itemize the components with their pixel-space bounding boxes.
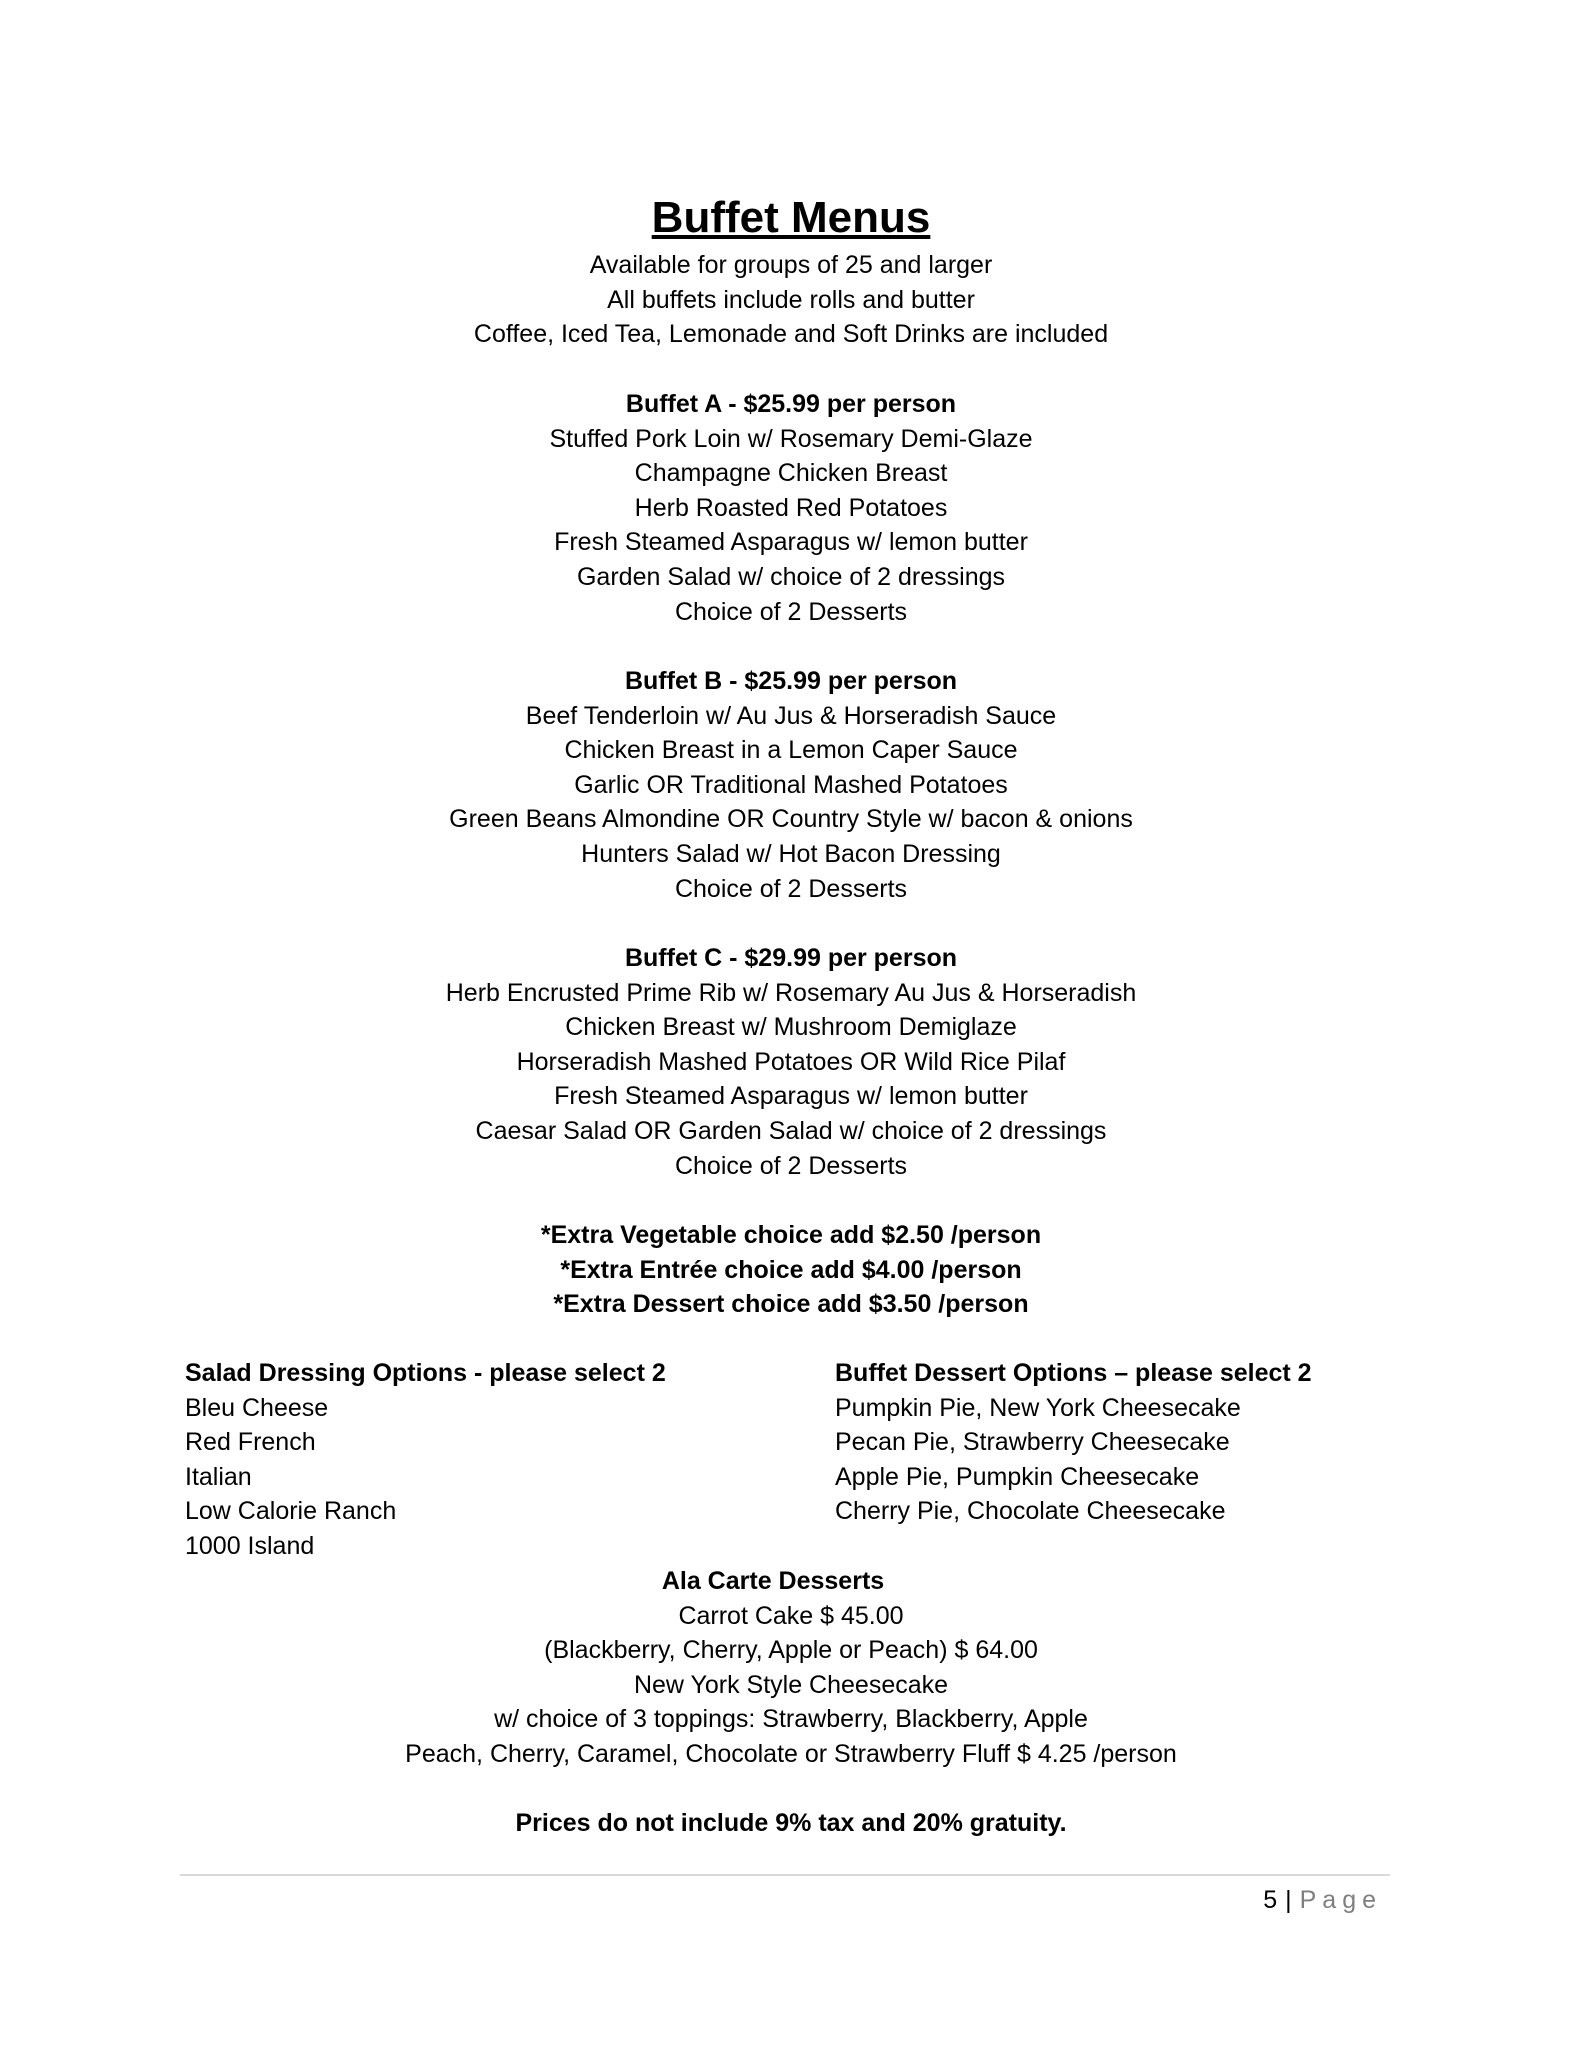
menu-item: Herb Encrusted Prime Rib w/ Rosemary Au Jus & Horseradish — [445, 978, 1137, 1007]
intro-block — [0, 248, 1582, 352]
menu-item: Green Beans Almondine OR Country Style w/ bacon & onions — [449, 805, 1133, 834]
page-label: Page — [1299, 1886, 1382, 1914]
list-item: Bleu Cheese — [185, 1393, 329, 1422]
menu-item: Chicken Breast w/ Mushroom Demiglaze — [565, 1013, 1017, 1042]
extra-line: *Extra Dessert choice add $3.50 /person — [553, 1290, 1029, 1319]
menu-item: Garden Salad w/ choice of 2 dressings — [576, 562, 1005, 591]
menu-item: Choice of 2 Desserts — [674, 1151, 908, 1180]
menu-item: Fresh Steamed Asparagus w/ lemon butter — [554, 528, 1028, 557]
extras-block — [0, 1218, 1582, 1322]
list-item: Apple Pie, Pumpkin Cheesecake — [835, 1462, 1200, 1491]
menu-item: Choice of 2 Desserts — [674, 874, 908, 903]
footer-divider — [180, 1874, 1390, 1876]
menu-item: Choice of 2 Desserts — [674, 597, 908, 626]
menu-item: Herb Roasted Red Potatoes — [634, 493, 948, 522]
extra-line: *Extra Entrée choice add $4.00 /person — [560, 1255, 1022, 1284]
list-item: Red French — [185, 1428, 316, 1457]
page-number: 5 — [1263, 1886, 1278, 1914]
menu-item: New York Style Cheesecake — [633, 1670, 949, 1699]
menu-item: Peach, Cherry, Caramel, Chocolate or Strawberry Fluff $ 4.25 /person — [405, 1739, 1177, 1768]
list-item: Cherry Pie, Chocolate Cheesecake — [835, 1497, 1226, 1526]
menu-item: Caesar Salad OR Garden Salad w/ choice of 2 dressings — [475, 1116, 1107, 1145]
list-item: Pecan Pie, Strawberry Cheesecake — [835, 1428, 1230, 1457]
buffet-b-block — [0, 664, 1582, 906]
intro-line: All buffets include rolls and butter — [607, 285, 975, 314]
page-footer — [1263, 1883, 1382, 1917]
list-item: Low Calorie Ranch — [185, 1497, 397, 1526]
menu-item: w/ choice of 3 toppings: Strawberry, Blackberry, Apple — [494, 1705, 1088, 1734]
ala-carte-heading: Ala Carte Desserts — [661, 1567, 885, 1595]
menu-item: Stuffed Pork Loin w/ Rosemary Demi-Glaze — [549, 424, 1033, 453]
menu-item: (Blackberry, Cherry, Apple or Peach) $ 64.00 — [544, 1636, 1038, 1665]
ala-carte-block — [0, 1564, 1582, 1772]
buffet-b-heading: Buffet B - $25.99 per person — [624, 667, 958, 695]
menu-item: Hunters Salad w/ Hot Bacon Dressing — [581, 839, 1001, 868]
menu-item: Champagne Chicken Breast — [634, 459, 948, 488]
buffet-c-block — [0, 941, 1582, 1183]
intro-line: Available for groups of 25 and larger — [589, 251, 993, 279]
salad-dressing-options — [185, 1356, 666, 1564]
menu-item: Fresh Steamed Asparagus w/ lemon butter — [554, 1082, 1028, 1111]
buffet-c-heading: Buffet C - $29.99 per person — [624, 944, 958, 972]
menu-item: Horseradish Mashed Potatoes OR Wild Rice Pilaf — [516, 1047, 1066, 1076]
extra-line: *Extra Vegetable choice add $2.50 /person — [540, 1221, 1042, 1249]
menu-item: Beef Tenderloin w/ Au Jus & Horseradish Sauce — [525, 701, 1057, 730]
price-note: Prices do not include 9% tax and 20% gratuity. — [515, 1809, 1067, 1837]
buffet-a-heading: Buffet A - $25.99 per person — [625, 390, 957, 418]
footer-separator: | — [1285, 1886, 1292, 1914]
buffet-dessert-options — [835, 1356, 1312, 1529]
buffet-a-block — [0, 387, 1582, 629]
list-item: Italian — [185, 1462, 252, 1491]
dessert-options-heading: Buffet Dessert Options – please select 2 — [835, 1359, 1312, 1387]
intro-line: Coffee, Iced Tea, Lemonade and Soft Drinks are included — [473, 320, 1109, 349]
salad-dressing-heading: Salad Dressing Options - please select 2 — [185, 1359, 666, 1387]
page-title: Buffet Menus — [651, 193, 931, 242]
menu-item: Garlic OR Traditional Mashed Potatoes — [574, 770, 1008, 799]
menu-item: Chicken Breast in a Lemon Caper Sauce — [564, 736, 1018, 765]
list-item: Pumpkin Pie, New York Cheesecake — [835, 1393, 1241, 1422]
list-item: 1000 Island — [185, 1531, 315, 1560]
menu-item: Carrot Cake $ 45.00 — [678, 1601, 904, 1630]
